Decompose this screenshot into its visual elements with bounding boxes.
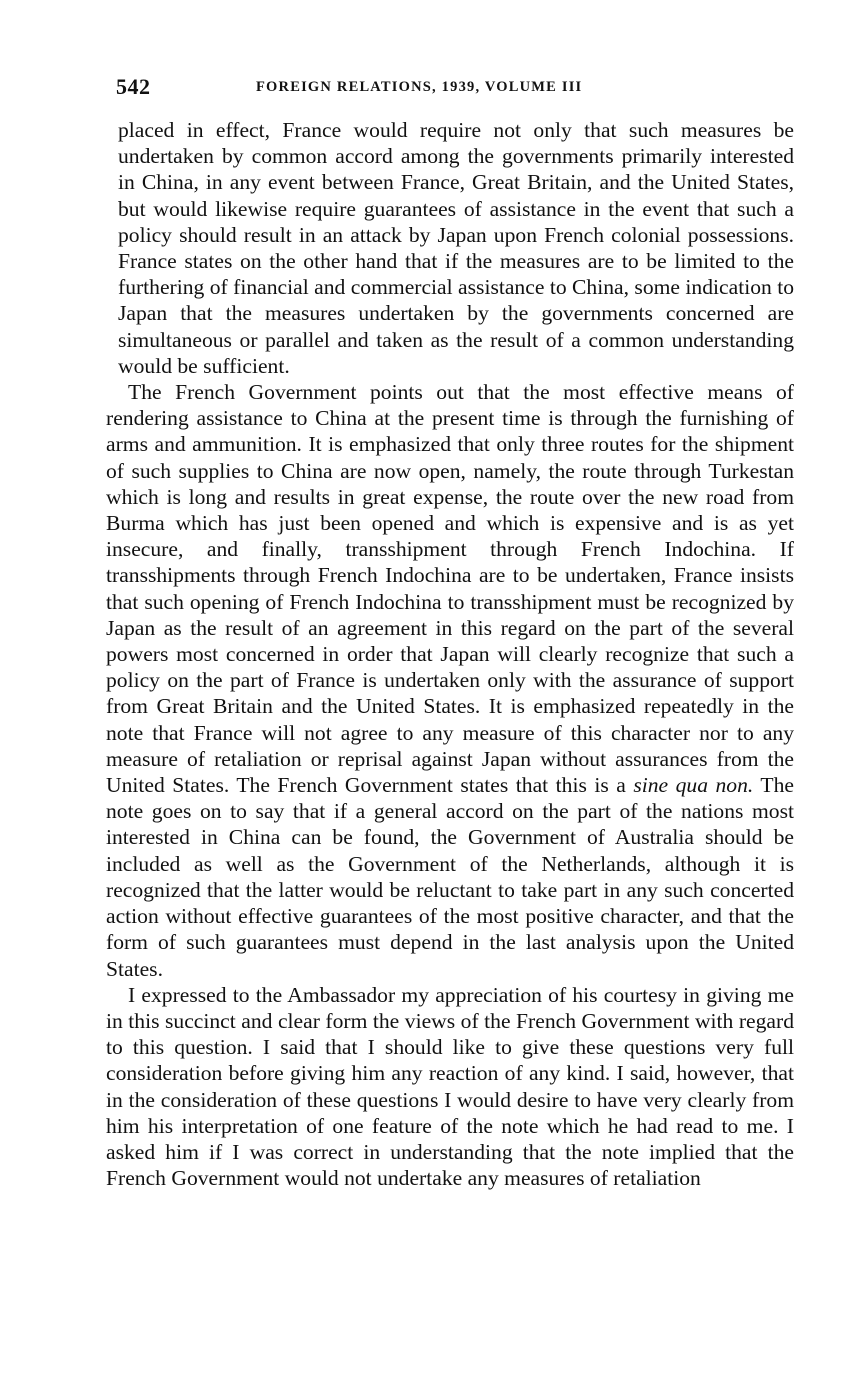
paragraph-text-part: The French Government points out that the most effective means of rendering assistance to China at the present time is through the furnishing of arms and ammunition. It is emphasized that only three routes for the shipment of such supplies to China are now open, namely, the route through Turkestan which is long and results in great expense, the route over the new road from Burma which has just been opened and which is expensive and is as yet insecure, and finally, transshipment through French Indochina. If transshipments through French Indochina are to be undertaken, France insists that such opening of French Indochina to transshipment must be recognized by Japan as the result of an agreement in this regard on the part of the several powers most concerned in order that Japan will clearly recognize that such a policy on the part of France is undertaken only with the assurance of support from Great Britain and the United States. It is emphasized repeatedly in the note that France will not agree to any measure of this character nor to any measure of retaliation or reprisal against Japan without assurances from the United States. The French Government states that this is a bbox=[106, 380, 794, 798]
paragraph-continuation: placed in effect, France would require not only that such measures be undertaken by common accord among the governments primarily interested in China, in any event between France, Great Britain, and the United States, but would likewise require guarantees of assistance in the event that such a policy should result in an attack by Japan upon French colonial possessions. France states on the other hand that if the measures are to be limited to the furthering of financial and commercial assistance to China, some indication to Japan that the measures undertaken by the governments concerned are simultaneous or parallel and taken as the result of a common understanding would be sufficient. bbox=[118, 118, 794, 378]
paragraph-text-part: The note goes on to say that if a general accord on the part of the nations most interested in China can be found, the Government of Australia should be included as well as the Government of the Netherlands, although it is recognized that the latter would be reluctant to take part in any such concerted action without effective guarantees of the most positive character, and that the form of such guarantees must depend in the last analysis upon the United States. bbox=[106, 773, 794, 981]
page-number: 542 bbox=[116, 74, 151, 99]
paragraph-ambassador: I expressed to the Ambassador my appreciation of his courtesy in giving me in this succinct and clear form the views of the French Government with regard to this question. I said that I should like to give these questions very full consideration before giving him any reaction of any kind. I said, however, that in the consideration of these questions I would desire to have very clearly from him his interpretation of one feature of the note which he had read to me. I asked him if I was correct in understanding that the note implied that the French Government would not undertake any measures of retaliation bbox=[106, 982, 794, 1191]
running-title: FOREIGN RELATIONS, 1939, VOLUME III bbox=[256, 79, 583, 95]
paragraph-french-government bbox=[106, 379, 794, 982]
running-header bbox=[116, 74, 792, 100]
body-text bbox=[106, 117, 794, 1191]
italic-phrase: sine qua non. bbox=[633, 773, 754, 798]
